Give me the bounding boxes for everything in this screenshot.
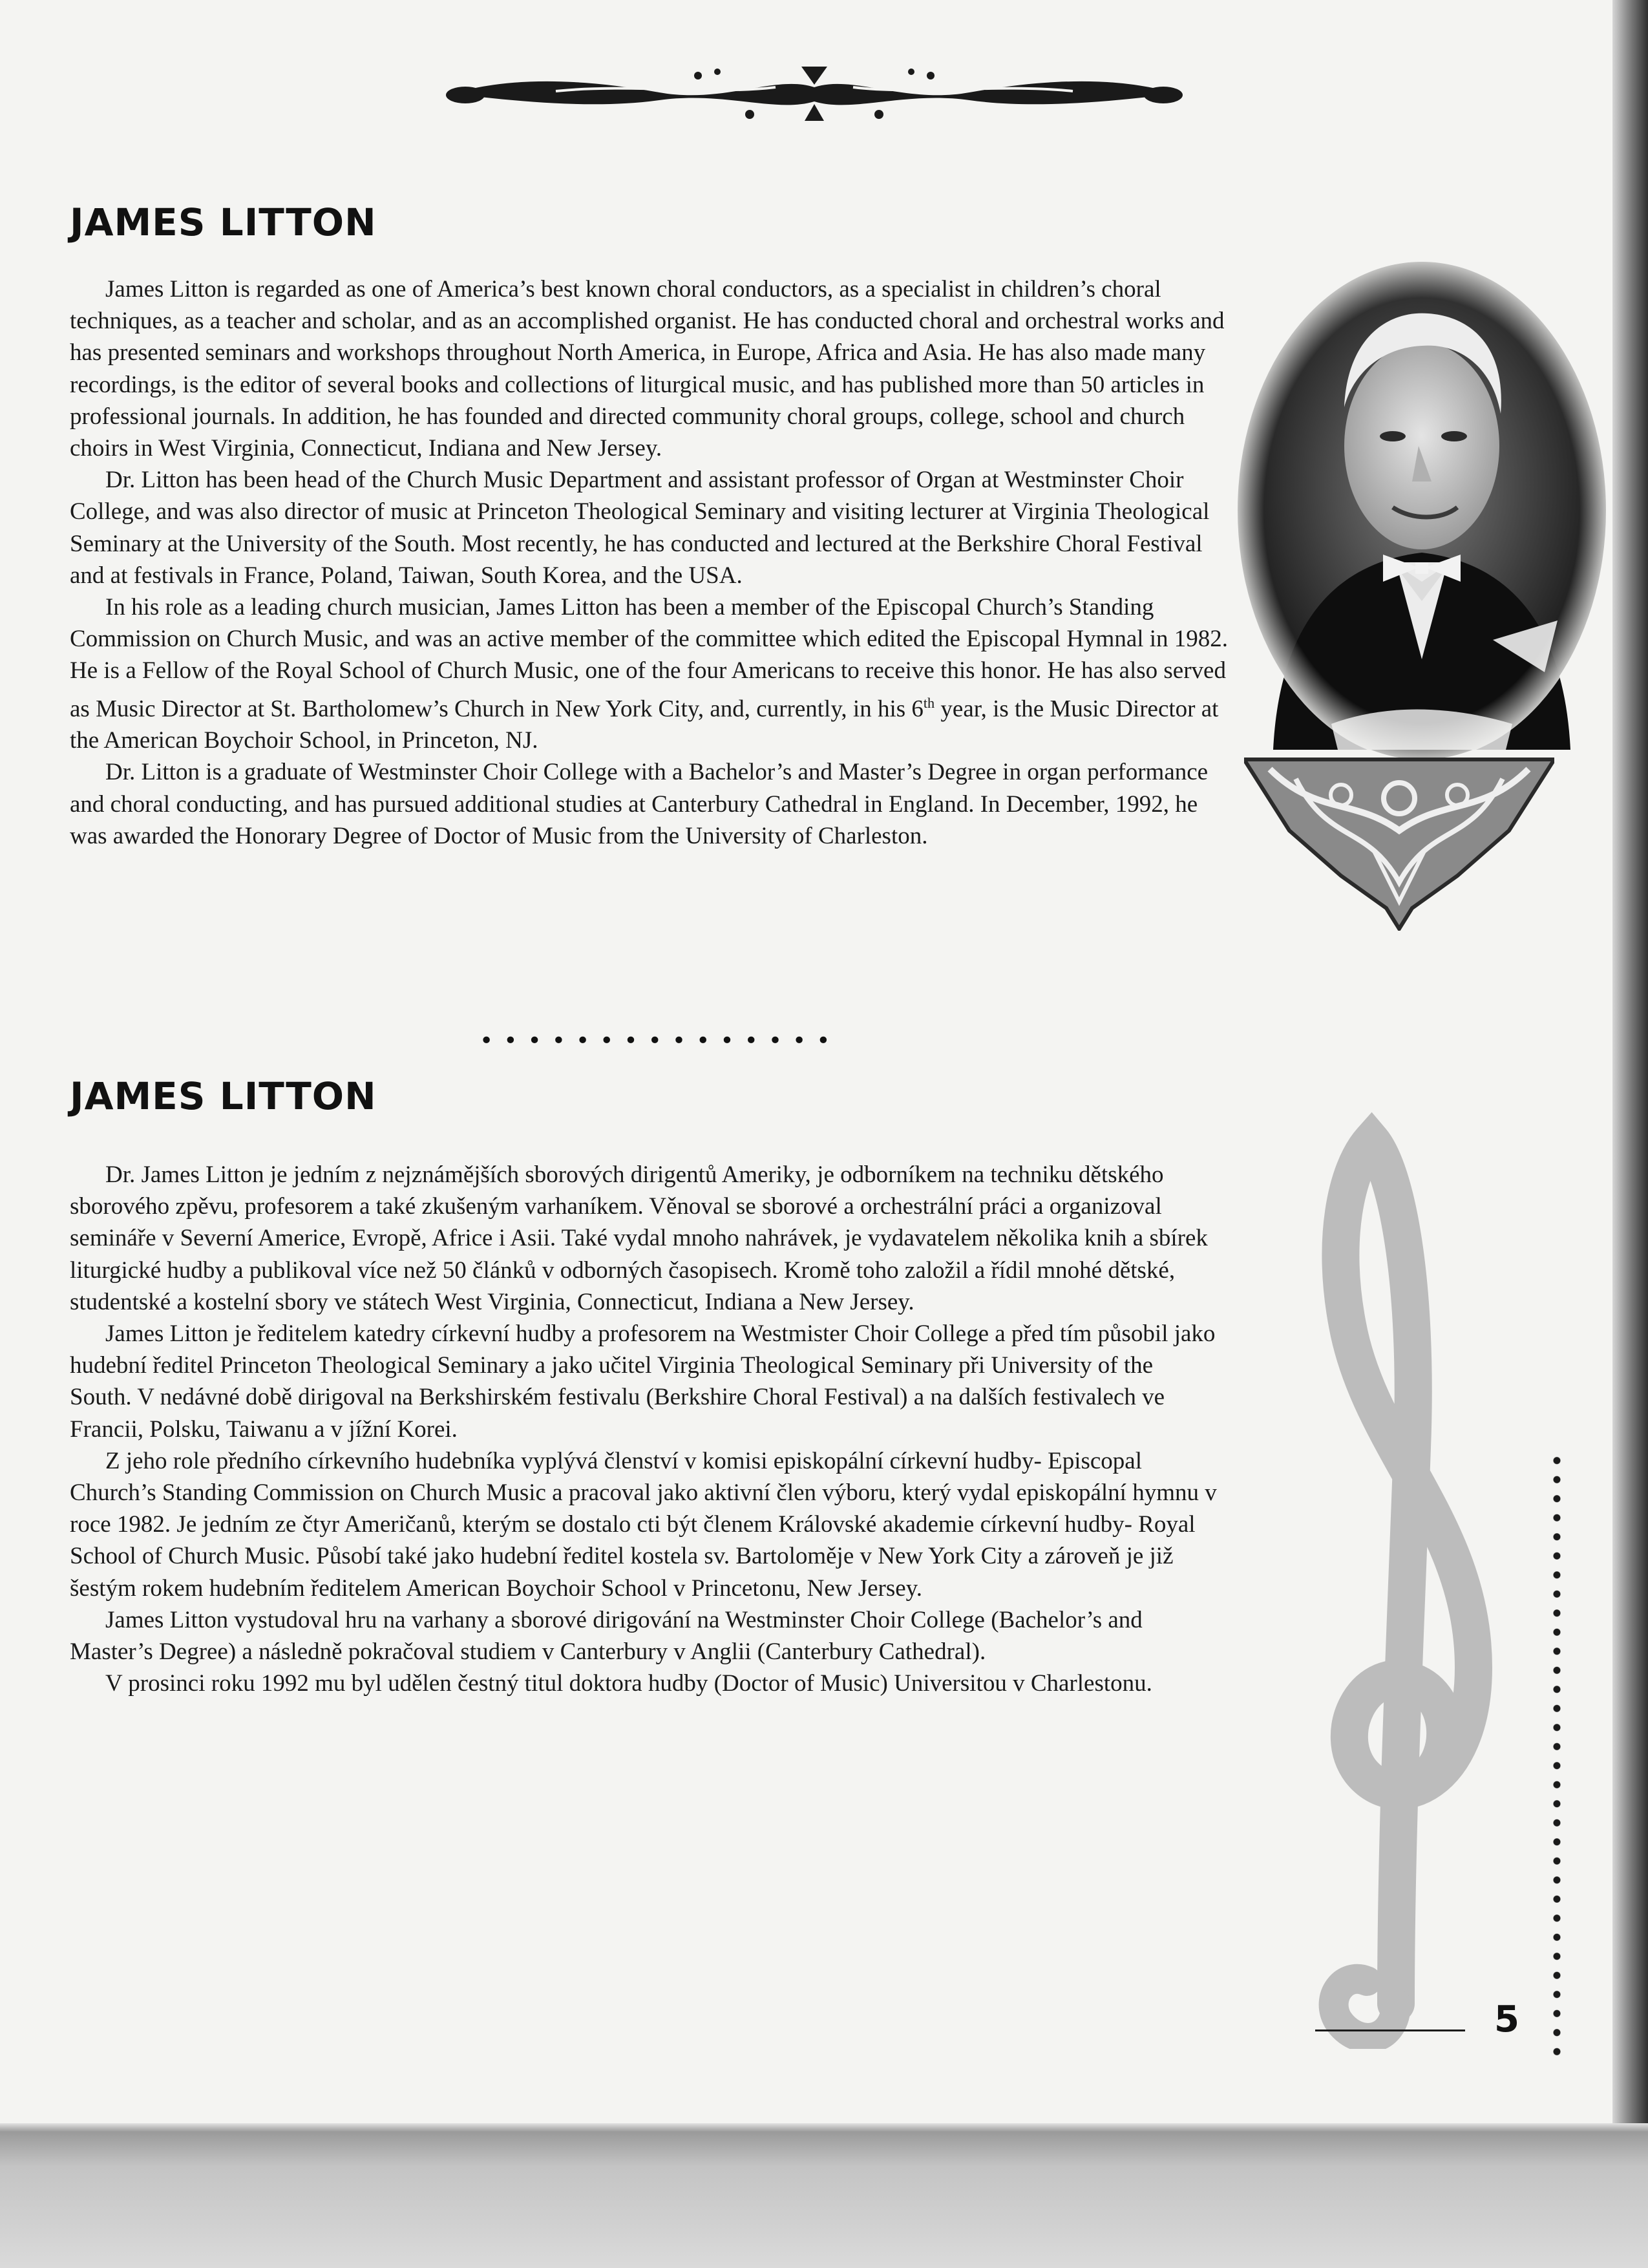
filigree-ornament (1244, 753, 1554, 931)
page-number-rule (1315, 2030, 1465, 2031)
page-edge-shadow (1612, 0, 1648, 2268)
treble-clef-decoration (1299, 1112, 1493, 2049)
heading-english: JAMES LITTON (70, 200, 377, 244)
bio-en-paragraph-4: Dr. Litton is a graduate of Westminster Choir College with a Bachelor’s and Master’s Degree in organ performance and choral conducting, and has pursued additional studies at Canterbury Cathedral in England. In December, 1992, he was awarded the Honorary Degree of Doctor of Music from the University of Charleston. (70, 759, 1209, 849)
portrait-photo (1234, 259, 1609, 763)
bio-cz-paragraph-4: James Litton vystudoval hru na varhany a sborové dirigování na Westminster Choir College (Bachelor’s and Master’s Degree) a následně pokračoval studiem v Canterbury v Anglii (Canterbury Cathedral). (70, 1606, 1143, 1666)
bottom-scan-shadow (0, 2123, 1648, 2268)
heading-czech: JAMES LITTON (70, 1074, 377, 1118)
biography-czech (70, 1159, 1220, 1699)
bio-cz-paragraph-2: James Litton je ředitelem katedry církevní hudby a profesorem na Westmister Choir College a před tím působil jako hudební ředitel Princeton Theological Seminary a jako učitel Virginia Theological Seminary při University of the South. V nedávné době dirigoval na Berkshirském festivalu (Berkshire Choral Festival) a na dalších festivalech ve Francii, Polsku, Taiwanu a v jížní Korei. (70, 1320, 1216, 1443)
dotted-border-column (1552, 1451, 1561, 2062)
bio-en-paragraph-3: In his role as a leading church musician, James Litton has been a member of the Episcopal Church’s Standing Commission on Church Music, and was an active member of the committee which edited the Episcopal Hymnal in 1982. He is a Fellow of the Royal School of Church Music, one of the four Americans to receive this honor. He has also served as Music Director at St. Bartholomew’s Church in New York City, and, currently, in his 6th year, is the Music Director at the American Boychoir School, in Princeton, NJ. (70, 594, 1229, 754)
page-number: 5 (1494, 1998, 1519, 2040)
bio-cz-paragraph-5: V prosinci roku 1992 mu byl udělen čestný titul doktora hudby (Doctor of Music) Universitou v Charlestonu. (105, 1670, 1152, 1697)
bio-en-paragraph-2: Dr. Litton has been head of the Church Music Department and assistant professor of Organ at Westminster Choir College, and was also director of music at Princeton Theological Seminary and visiting lecturer at Virginia Theological Seminary at the University of the South. Most recently, he has conducted and lectured at the Berkshire Choral Festival and at festivals in France, Poland, Taiwan, South Korea, and the USA. (70, 467, 1210, 589)
bio-cz-paragraph-1: Dr. James Litton je jedním z nejznámějších sborových dirigentů Ameriky, je odborníkem na techniku dětského sborového zpěvu, profesorem a také zkušeným varhaníkem. Věnoval se sborové a orchestrální práci a organizoval semináře v Severní Americe, Evropě, Africe i Asii. Také vydal mnoho nahrávek, je vydavatelem několika knih a sbírek liturgické hudby a publikoval více než 50 článků v odborných časopisech. Kromě toho založil a řídil mnohé dětské, studentské a kostelní sbory ve státech West Virginia, Connecticut, Indiana a New Jersey. (70, 1161, 1208, 1315)
section-divider-dots: ••••••••••••••• (480, 1028, 841, 1054)
bio-en-paragraph-1: James Litton is regarded as one of America’s best known choral conductors, as a specialist in children’s choral techniques, as a teacher and scholar, and as an accomplished organist. He has conducted choral and orchestral works and has presented seminars and workshops throughout North America, in Europe, Africa and Asia. He has also made many recordings, is the editor of several books and collections of liturgical music, and has published more than 50 articles in professional journals. In addition, he has founded and directed community choral groups, college, school and church choirs in West Virginia, Connecticut, Indiana and New Jersey. (70, 276, 1225, 462)
scroll-ornament (439, 61, 1189, 123)
bio-cz-paragraph-3: Z jeho role předního církevního hudebníka vyplývá členství v komisi episkopální církevní hudby- Episcopal Church’s Standing Commission on Church Music a pracoval jako aktivní člen výboru, který vydal episkopální hymnu v roce 1982. Je jedním ze čtyr Američanů, kterým se dostalo cti být členem Královské akademie církevní hudby- Royal School of Church Music. Působí také jako hudební ředitel kostela sv. Bartoloměje v New York City a zároveň je již šestým rokem hudebním ředitelem American Boychoir School v Princetonu, New Jersey. (70, 1447, 1217, 1602)
biography-english (70, 273, 1236, 852)
